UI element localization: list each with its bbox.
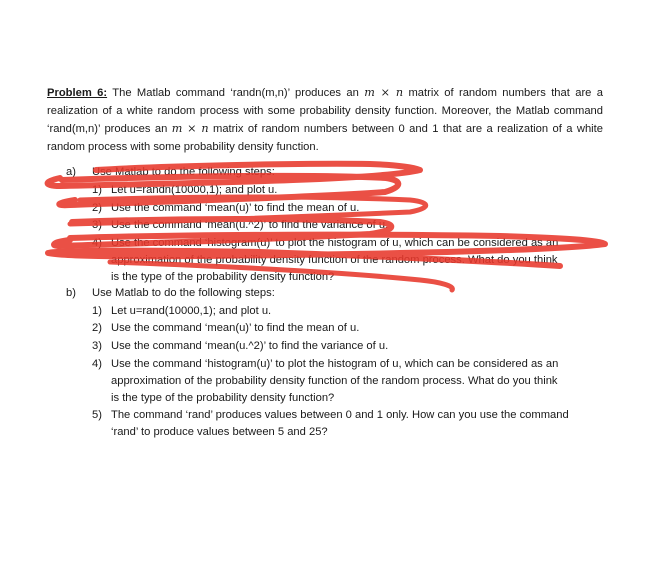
step-text-line-3: is the type of the probability density function? <box>111 392 335 404</box>
step-number: 3) <box>92 219 102 231</box>
part-a-heading: Use Matlab to do the following steps: <box>92 166 275 178</box>
part-b-heading: Use Matlab to do the following steps: <box>92 287 275 299</box>
step-text: Use the command ‘mean(u)’ to find the mean of u. <box>111 202 360 214</box>
step-text: Use the command ‘mean(u)’ to find the mean of u. <box>111 322 360 334</box>
step-number: 3) <box>92 340 102 352</box>
step-text: Use the command ‘mean(u.^2)’ to find the variance of u. <box>111 219 389 231</box>
problem-statement <box>47 84 603 156</box>
part-a-label: a) <box>66 166 76 178</box>
step-text: Use the command ‘mean(u.^2)’ to find the variance of u. <box>111 340 389 352</box>
step-text-line-2: approximation of the probability density function of the random process. What do you think <box>111 375 558 387</box>
problem-intro-3: matrix of random numbers between 0 and 1 that are a realization of a white random process with some probability density function. <box>47 123 603 153</box>
step-text-line-1: Use the command ‘histogram(u)’ to plot the histogram of u, which can be considered as an <box>111 237 559 249</box>
matrix-dims-2: m × n <box>171 122 209 136</box>
step-number: 2) <box>92 322 102 334</box>
problem-title: Problem 6: <box>47 87 108 99</box>
step-number: 1) <box>92 184 102 196</box>
step-number: 5) <box>92 409 102 421</box>
step-text-line-2: approximation of the probability density function of the random process. What do you think <box>111 254 558 266</box>
step-text-line-3: is the type of the probability density function? <box>111 271 335 283</box>
step-number: 4) <box>92 237 102 249</box>
step-number: 4) <box>92 358 102 370</box>
step-text: Let u=rand(10000,1); and plot u. <box>111 305 272 317</box>
part-b-label: b) <box>66 287 76 299</box>
step-number: 1) <box>92 305 102 317</box>
step-text: Let u=randn(10000,1); and plot u. <box>111 184 278 196</box>
step-text-line-1: The command ‘rand’ produces values between 0 and 1 only. How can you use the command <box>111 409 569 421</box>
matrix-dims-1: m × n <box>364 86 404 99</box>
step-text-line-1: Use the command ‘histogram(u)’ to plot the histogram of u, which can be considered as an <box>111 358 559 370</box>
problem-intro-1: The Matlab command ‘randn(m,n)’ produces an <box>107 87 365 99</box>
problem-intro-2: matrix of random numbers that are a realization of a white random process with some probability density function. Moreover, the Matlab command ‘rand(m,n)’ produces an <box>47 87 603 136</box>
step-number: 2) <box>92 202 102 214</box>
step-text-line-2: ‘rand’ to produce values between 5 and 25? <box>111 426 328 438</box>
